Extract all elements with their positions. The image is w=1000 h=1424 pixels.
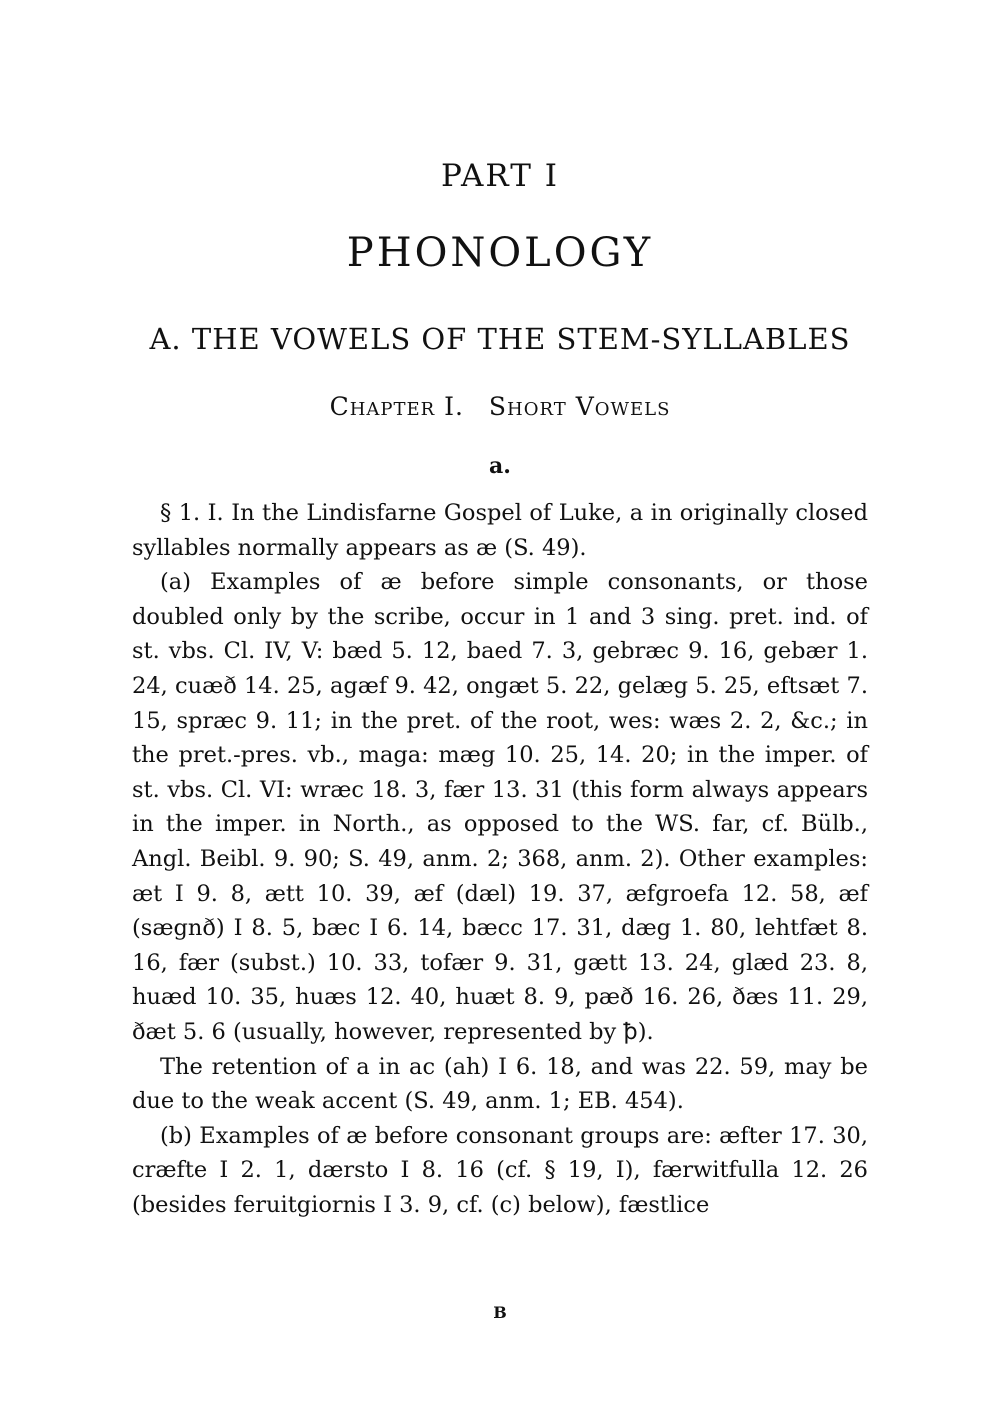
paragraph: § 1. I. In the Lindisfarne Gospel of Luke, a in originally closed syllables normally appears as æ (S. 49). [132,500,868,561]
vowel-subheading: a. [489,453,511,479]
section-heading: A. THE VOWELS OF THE STEM-SYLLABLES [149,322,851,356]
paragraph: (b) Examples of æ before consonant groups are: æfter 17. 30, cræfte I 2. 1, dærsto I 8. 16 (cf. § 19, I), færwitfulla 12. 26 (besides feruitgiornis I 3. 9, cf. (c) below), fæstlice [132,1122,868,1218]
body-text [132,496,868,1222]
part-heading: PART I [441,158,559,194]
signature-mark: B [493,1303,507,1322]
paragraph: (a) Examples of æ before simple consonants, or those doubled only by the scribe, occur in 1 and 3 sing. pret. ind. of st. vbs. Cl. IV, V: bæd 5. 12, baed 7. 3, gebræc 9. 16, gebær 1. 24, cuæð 14. 25, agæf 9. 42, ongæt 5. 22, gelæg 5. 25, eftsæt 7. 15, spræc 9. 11; in the pret. of the root, wes: wæs 2. 2, &c.; in the pret.-pres. vb., maga: mæg 10. 25, 14. 20; in the imper. of st. vbs. Cl. VI: wræc 18. 3, fær 13. 31 (this form always appears in the imper. in North., as opposed to the WS. far, cf. Bülb., Angl. Beibl. 9. 90; S. 49, anm. 2; 368, anm. 2). Other examples: æt I 9. 8, ætt 10. 39, æf (dæl) 19. 37, æfgroefa 12. 58, æf (sægnð) I 8. 5, bæc I 6. 14, bæcc 17. 31, dæg 1. 80, lehtfæt 8. 16, fær (subst.) 10. 33, tofær 9. 31, gætt 13. 24, glæd 23. 8, huæd 10. 35, huæs 12. 40, huæt 8. 9, pæð 16. 26, ðæs 11. 29, ðæt 5. 6 (usually, however, represented by ꝥ). [132,569,868,1045]
chapter-name: Short Vowels [488,392,671,421]
chapter-heading [0,392,1000,421]
chapter-number: Chapter I. [329,392,464,421]
paragraph: The retention of a in ac (ah) I 6. 18, and was 22. 59, may be due to the weak accent (S. 49, anm. 1; EB. 454). [132,1053,868,1115]
page-title: PHONOLOGY [346,230,654,276]
